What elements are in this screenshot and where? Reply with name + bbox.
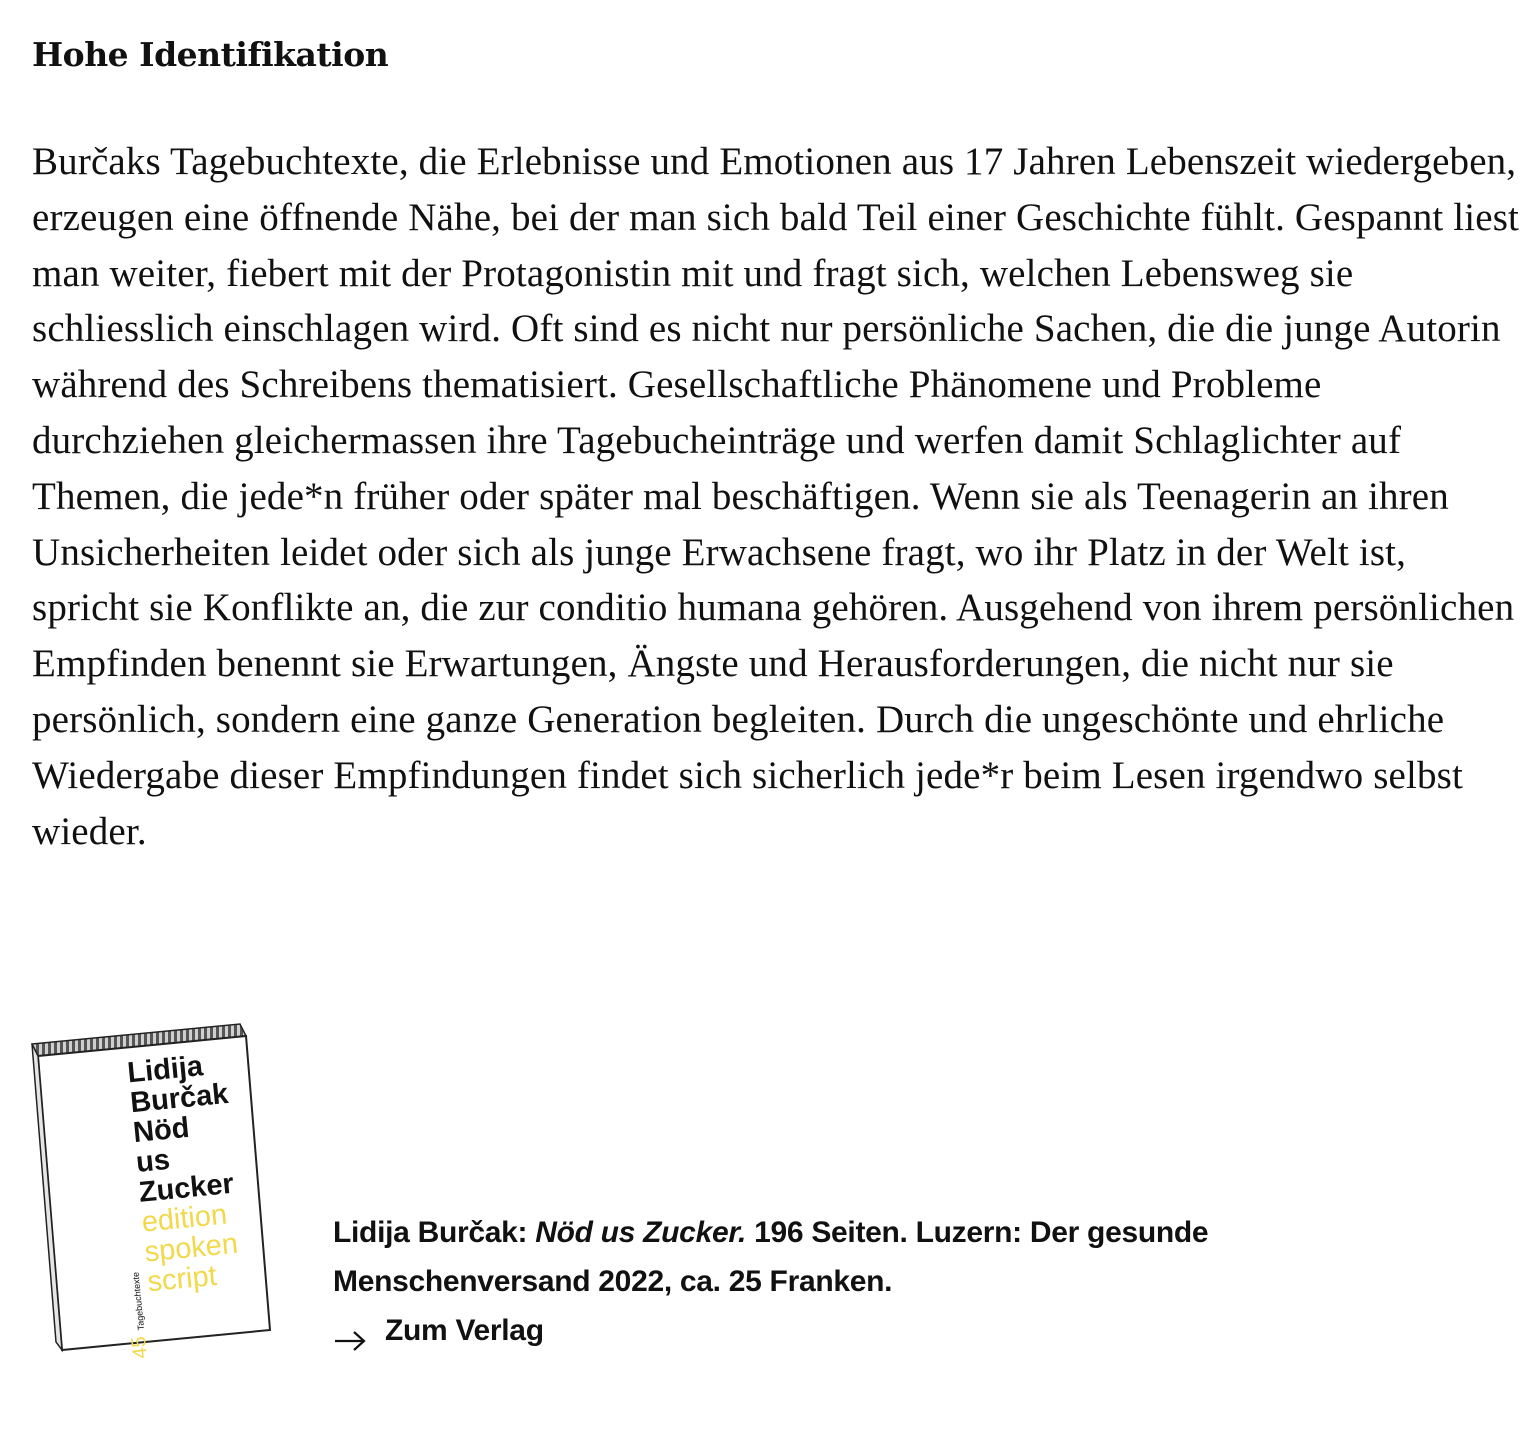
cover-author-line-1: Lidija xyxy=(125,1050,205,1090)
book-citation xyxy=(333,1208,1333,1306)
cover-author-line-2: Burčak xyxy=(128,1077,230,1120)
article-paragraph: Burčaks Tagebuchtexte, die Erlebnisse und Emotionen aus 17 Jahren Lebenszeit wiedergeben, erzeugen eine öffnende Nähe, bei der man sich bald Teil einer Geschichte fühlt. Gespannt liest man weiter, fiebert mit der Protagonistin mit und fragt sich, welchen Lebensweg sie schliesslich einschlagen wird. Oft sind es nicht nur persönliche Sachen, die die junge Autorin während des Schreibens thematisiert. Gesellschaftliche Phänomene und Probleme durchziehen gleichermassen ihre Tagebucheinträge und werfen damit Schlaglichter auf Themen, die jede*n früher oder später mal beschäftigen. Wenn sie als Teenagerin an ihren Unsicherheiten leidet oder sich als junge Erwachsene fragt, wo ihr Platz in der Welt ist, spricht sie Konflikte an, die zur conditio humana gehören. Ausgehend von ihrem persönlichen Empfinden benennt sie Erwartungen, Ängste und Herausforderungen, die nicht nur sie persönlich, sondern eine ganze Generation begleiten. Durch die ungeschönte und ehrliche Wiedergabe dieser Empfindungen findet sich sicherlich jede*r beim Lesen irgendwo selbst wieder. xyxy=(32,140,1520,853)
cover-spine-label: Tagebuchtexte xyxy=(130,1271,147,1331)
cover-title-line-2: us xyxy=(134,1143,172,1179)
book-title: Nöd us Zucker. xyxy=(535,1216,747,1249)
book-author: Lidija Burčak: xyxy=(333,1216,528,1249)
book-details: 196 Seiten. Luzern: Der gesunde Menschenversand 2022, ca. 25 Franken. xyxy=(333,1216,1209,1298)
book-cover xyxy=(30,1020,280,1360)
cover-series-line-3: script xyxy=(146,1259,219,1299)
book-caption xyxy=(333,1208,1333,1355)
publisher-link-label[interactable]: Zum Verlag xyxy=(385,1314,544,1347)
cover-series-line-1: edition xyxy=(140,1198,229,1239)
cover-series-line-2: spoken xyxy=(143,1227,240,1269)
publisher-link[interactable] xyxy=(333,1306,1333,1355)
cover-series-number: 45 xyxy=(127,1335,152,1360)
cover-title-line-3: Zucker xyxy=(137,1167,236,1209)
arrow-right-icon xyxy=(333,1319,367,1343)
cover-title-line-1: Nöd xyxy=(131,1111,191,1150)
section-heading: Hohe Identifikation xyxy=(32,35,389,74)
book-body xyxy=(32,1024,270,1360)
